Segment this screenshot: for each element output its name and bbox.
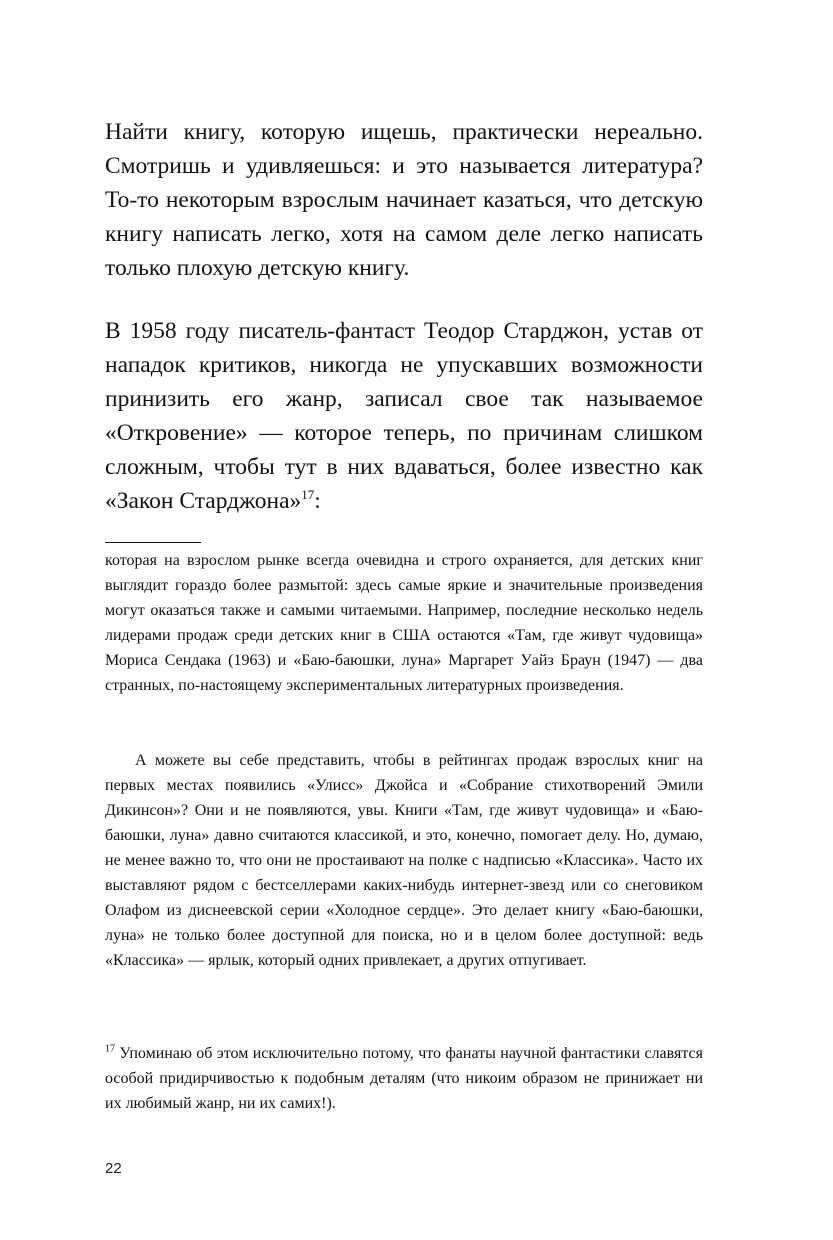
footnote	[105, 1041, 703, 1116]
note-paragraph-2: А можете вы себе представить, чтобы в рейтингах продаж взрослых книг на первых местах появились «Улисс» Джойса и «Собрание стихотворений Эмили Дикинсон»? Они и не появляются, увы. Книги «Там, где живут чудовища» и «Баю-баюшки, луна» давно считаются классикой, и это, конечно, помогает делу. Но, думаю, не менее важно то, что они не простаивают на полке с надписью «Классика». Часто их выставляют рядом с бестселлерами каких-нибудь интернет-звезд или со снеговиком Олафом из диснеевской серии «Холодное сердце». Это делает книгу «Баю-баюшки, луна» не только более доступной для поиска, но и в целом более доступной: ведь «Классика» — ярлык, который одних привлекает, а других отпугивает.	[105, 752, 703, 969]
note-paragraph-1: которая на взрослом рынке всегда очевидна и строго охраняется, для детских книг выглядит гораздо более размытой: здесь самые яркие и значительные произведения могут оказаться также и самыми читаемыми. Например, последние несколько недель лидерами продаж среди детских книг в США остаются «Там, где живут чудовища» Мориса Сендака (1963) и «Баю-баюшки, луна» Маргарет Уайз Браун (1947) — два странных, по-настоящему экспериментальных литературных произведения.	[105, 552, 703, 694]
footnote-text: Упоминаю об этом исключительно потому, что фанаты научной фантастики славятся особой придирчивостью к подобным деталям (что никоим образом не принижает ни их любимый жанр, ни их самих!).	[105, 1045, 703, 1112]
footnote-separator	[105, 542, 201, 543]
body-paragraph-2	[105, 314, 703, 518]
footnote-number: 17	[105, 1043, 115, 1055]
body-paragraph-2-tail: :	[314, 488, 321, 514]
page-number: 22	[105, 1160, 122, 1177]
body-paragraph-1-text: Найти книгу, которую ищешь, практически нереально. Смотришь и удивляешься: и это называется литература? То-то некоторым взрослым начинает казаться, что детскую книгу написать легко, хотя на самом деле легко написать только плохую детскую книгу.	[105, 119, 703, 281]
body-paragraph-2-text: В 1958 году писатель-фантаст Теодор Старджон, устав от нападок критиков, никогда не упускавших возможности принизить его жанр, записал свое так называемое «Откровение» — которое теперь, по причинам слишком сложным, чтобы тут в них вдаваться, более известно как «Закон Старджона»	[105, 318, 703, 514]
footnote-reference: 17	[301, 487, 315, 503]
body-paragraph-1	[105, 115, 703, 285]
